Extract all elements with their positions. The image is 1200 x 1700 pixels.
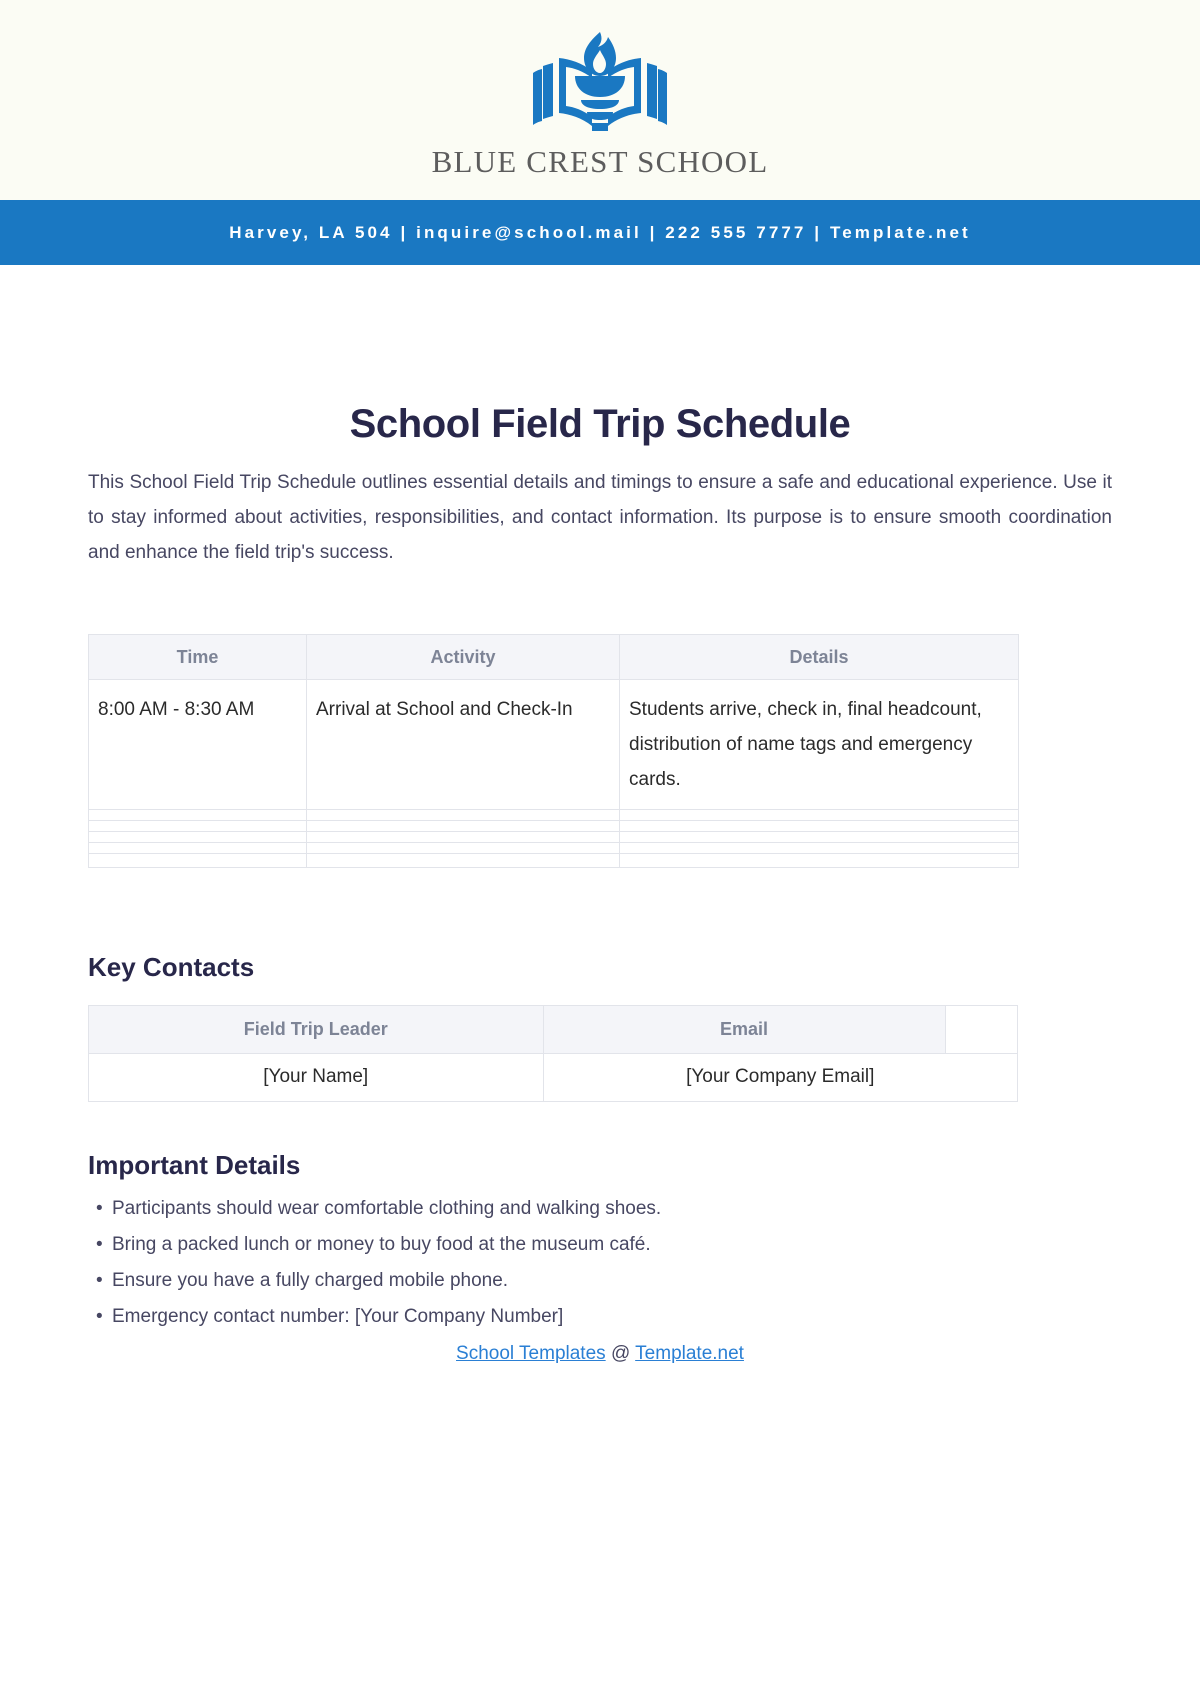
- column-header-details: Details: [620, 635, 1019, 680]
- school-templates-link[interactable]: School Templates: [456, 1343, 606, 1364]
- cell-empty: [620, 810, 1019, 821]
- schedule-table: [88, 634, 1019, 868]
- footer-credit: [88, 1343, 1112, 1365]
- list-item: • Bring a packed lunch or money to buy food at the museum café.: [88, 1227, 1112, 1263]
- cell-activity: Arrival at School and Check-In: [307, 680, 620, 810]
- key-contacts-table-wrap: [88, 1005, 1018, 1102]
- cell-empty: [89, 854, 307, 868]
- key-contacts-table-body: [89, 1053, 1017, 1101]
- footer-at-symbol: @: [610, 1343, 631, 1364]
- list-item: • Participants should wear comfortable clothing and walking shoes.: [88, 1191, 1112, 1227]
- cell-empty: [307, 810, 620, 821]
- column-header-email: Email: [543, 1006, 945, 1053]
- cell-details: Students arrive, check in, final headcount, distribution of name tags and emergency cards.: [620, 680, 1019, 810]
- document-body: [0, 402, 1200, 1365]
- cell-empty: [620, 832, 1019, 843]
- important-details-heading: Important Details: [88, 1150, 301, 1180]
- cell-empty: [620, 854, 1019, 868]
- intro-paragraph: This School Field Trip Schedule outlines essential details and timings to ensure a safe and educational experience. Use it to stay informed about activities, responsibilities, and contact information. Its purpose is to ensure smooth coordination and enhance the field trip's success.: [88, 472, 1112, 563]
- table-header-row: [89, 1006, 1017, 1053]
- cell-empty: [307, 821, 620, 832]
- cell-empty: [307, 854, 620, 868]
- table-row: [89, 680, 1019, 810]
- table-row-empty: [89, 821, 1019, 832]
- cell-empty: [620, 843, 1019, 854]
- schedule-table-body: [89, 680, 1019, 868]
- table-row-empty: [89, 843, 1019, 854]
- list-item: • Ensure you have a fully charged mobile phone.: [88, 1263, 1112, 1299]
- table-row-empty: [89, 810, 1019, 821]
- letterhead: [0, 0, 1200, 200]
- cell-empty: [89, 843, 307, 854]
- cell-empty: [89, 810, 307, 821]
- cell-time: 8:00 AM - 8:30 AM: [89, 680, 307, 810]
- cell-email: [Your Company Email]: [686, 1066, 875, 1088]
- key-contacts-table-head: [89, 1006, 1017, 1053]
- column-header-spacer: [945, 1006, 1017, 1053]
- table-row-empty: [89, 854, 1019, 868]
- table-row-empty: [89, 832, 1019, 843]
- column-header-field-trip-leader: Field Trip Leader: [89, 1006, 543, 1053]
- cell-empty: [307, 832, 620, 843]
- cell-empty: [89, 821, 307, 832]
- contact-bar: [0, 200, 1200, 265]
- template-net-link[interactable]: Template.net: [635, 1343, 744, 1364]
- cell-empty: [307, 843, 620, 854]
- column-header-time: Time: [89, 635, 307, 680]
- key-contacts-heading: Key Contacts: [88, 952, 255, 982]
- cell-empty: [620, 821, 1019, 832]
- table-header-row: [89, 635, 1019, 680]
- contact-bar-text: Harvey, LA 504 | inquire@school.mail | 222 555 7777 | Template.net: [229, 222, 971, 242]
- list-item: • Emergency contact number: [Your Company Number]: [88, 1299, 1112, 1335]
- column-header-activity: Activity: [307, 635, 620, 680]
- table-row: [89, 1053, 1017, 1101]
- schedule-table-head: [89, 635, 1019, 680]
- school-name: BLUE CREST SCHOOL: [431, 144, 769, 179]
- cell-empty: [89, 832, 307, 843]
- key-contacts-table: [89, 1006, 1017, 1101]
- cell-field-trip-leader: [Your Name]: [89, 1053, 543, 1101]
- book-flame-logo-icon: [533, 30, 667, 138]
- page-title: School Field Trip Schedule: [349, 402, 851, 446]
- important-details-list: [88, 1191, 1112, 1335]
